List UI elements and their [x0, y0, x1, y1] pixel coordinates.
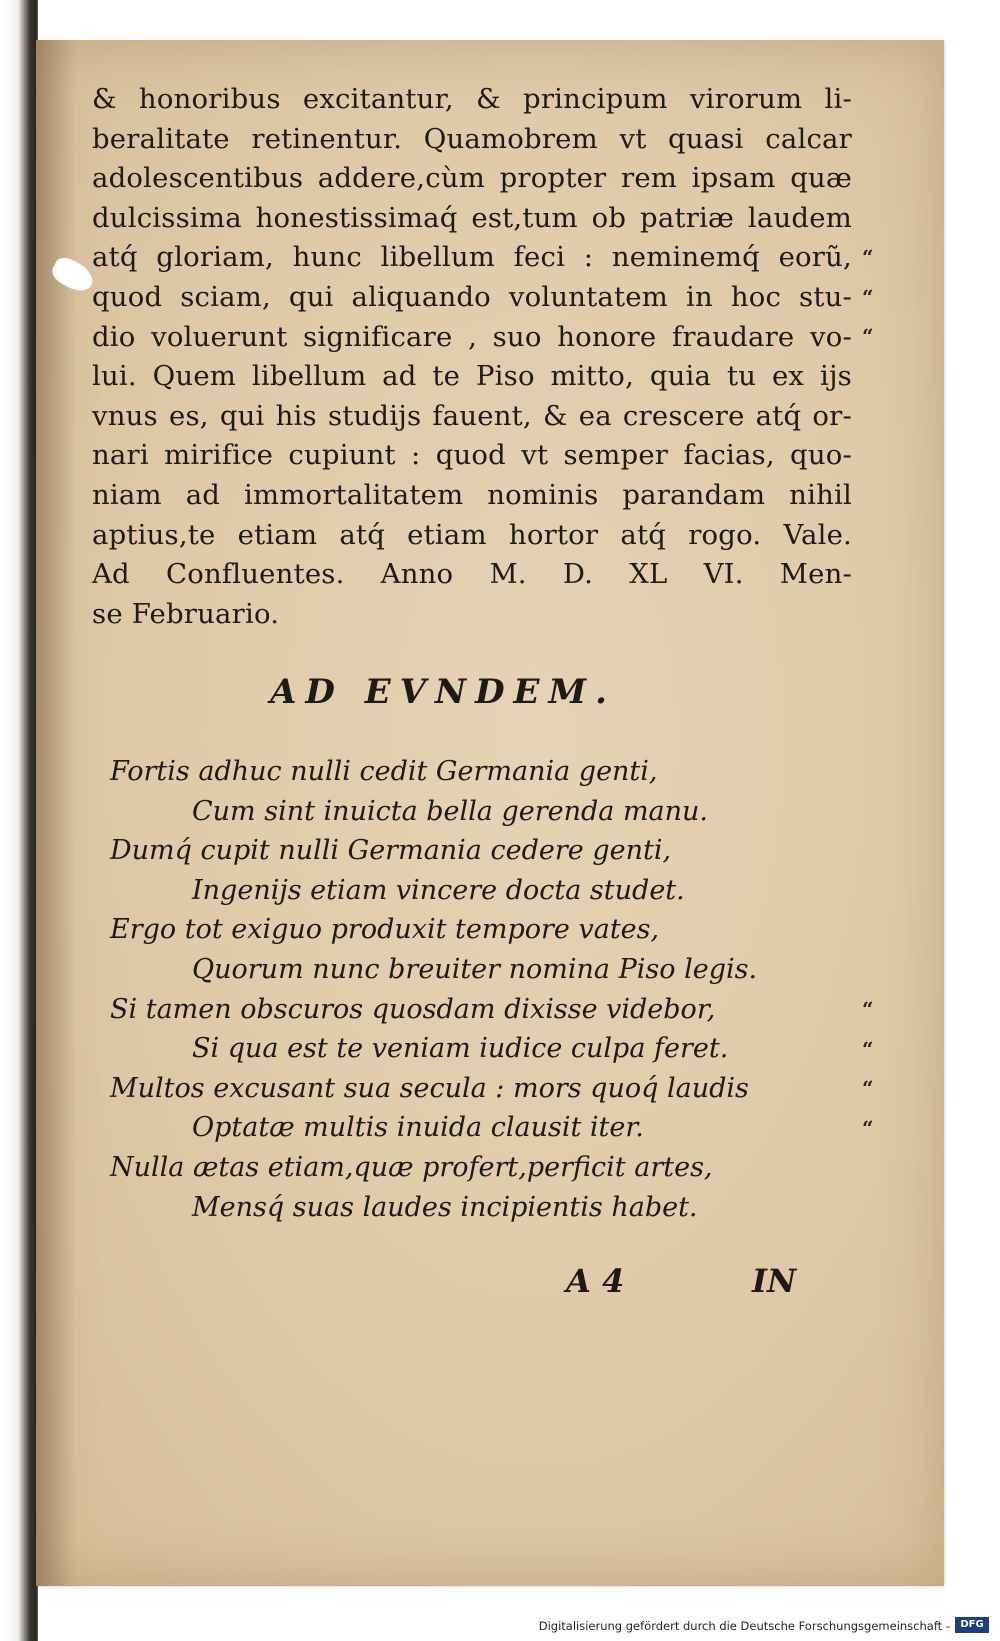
verse-quote-marks: [862, 990, 892, 1148]
prose-line: Ad Confluentes. Anno M. D. XL VI. Men-: [92, 558, 852, 591]
prose-line: & honoribus excitantur, & principum virorum li-: [92, 83, 852, 115]
prose-line: atq́ gloriam, hunc libellum feci : neminemq́ eorũ,: [92, 241, 852, 274]
section-heading: AD EVNDEM.: [270, 672, 616, 712]
book-spine-edge: [0, 0, 38, 1641]
prose-line: beralitate retinentur. Quamobrem vt quasi calcar: [92, 122, 852, 155]
quote-mark: “: [862, 997, 874, 1021]
prose-line: lui. Quem libellum ad te Piso mitto, quia tu ex ijs: [92, 360, 852, 393]
quote-mark: “: [862, 1115, 874, 1140]
verse-line: Ergo tot exiguo produxit tempore vates,: [110, 914, 660, 946]
verse-block: [110, 752, 870, 1227]
prose-quote-marks: [862, 238, 892, 357]
quote-mark: “: [862, 1076, 874, 1101]
verse-line: Quorum nunc breuiter nomina Piso legis.: [192, 953, 758, 985]
verse-line: Nulla ætas etiam,quæ profert,perficit artes,: [110, 1151, 713, 1183]
prose-line: vnus es, qui his studijs fauent, & ea crescere atq́ or-: [92, 399, 852, 432]
verse-line: Fortis adhuc nulli cedit Germania genti,: [110, 756, 658, 787]
prose-line: dio voluerunt significare , suo honore fraudare vo-: [92, 320, 852, 353]
quote-mark: “: [862, 284, 874, 309]
digitization-credit: Digitalisierung gefördert durch die Deutsche Forschungsgemeinschaft -: [538, 1619, 950, 1633]
catchword: IN: [752, 1262, 797, 1300]
prose-line: aptius,te etiam atq́ etiam hortor atq́ rogo. Vale.: [92, 518, 852, 551]
dfg-logo: DFG: [955, 1617, 989, 1633]
verse-line: Dumq́ cupit nulli Germania cedere genti,: [110, 835, 672, 867]
verse-line: Multos excusant sua secula : mors quoq́ laudis: [110, 1072, 749, 1104]
verse-line: Optatæ multis inuida clausit iter.: [192, 1112, 644, 1144]
prose-line: niam ad immortalitatem nominis parandam nihil: [92, 478, 852, 511]
verse-line: Si qua est te veniam iudice culpa feret.: [192, 1033, 729, 1065]
quote-mark: “: [862, 1036, 874, 1061]
prose-line: dulcissima honestissimaq́ est,tum ob patriæ laudem: [92, 201, 852, 234]
prose-line: se Februario.: [92, 597, 280, 630]
prose-line: nari mirifice cupiunt : quod vt semper facias, quo-: [92, 439, 852, 472]
verse-line: Si tamen obscuros quosdam dixisse videbor,: [110, 993, 716, 1025]
prose-line: quod sciam, qui aliquando voluntatem in hoc stu-: [92, 280, 852, 313]
prose-block: [92, 80, 852, 634]
quote-mark: “: [862, 245, 874, 269]
verse-line: Cum sint inuicta bella gerenda manu.: [192, 795, 709, 827]
verse-line: Mensq́ suas laudes incipientis habet.: [192, 1191, 698, 1223]
quote-mark: “: [862, 324, 874, 349]
verse-line: Ingenijs etiam vincere docta studet.: [192, 874, 685, 906]
signature-mark: A 4: [566, 1262, 625, 1300]
prose-line: adolescentibus addere,cùm propter rem ipsam quæ: [92, 162, 852, 195]
